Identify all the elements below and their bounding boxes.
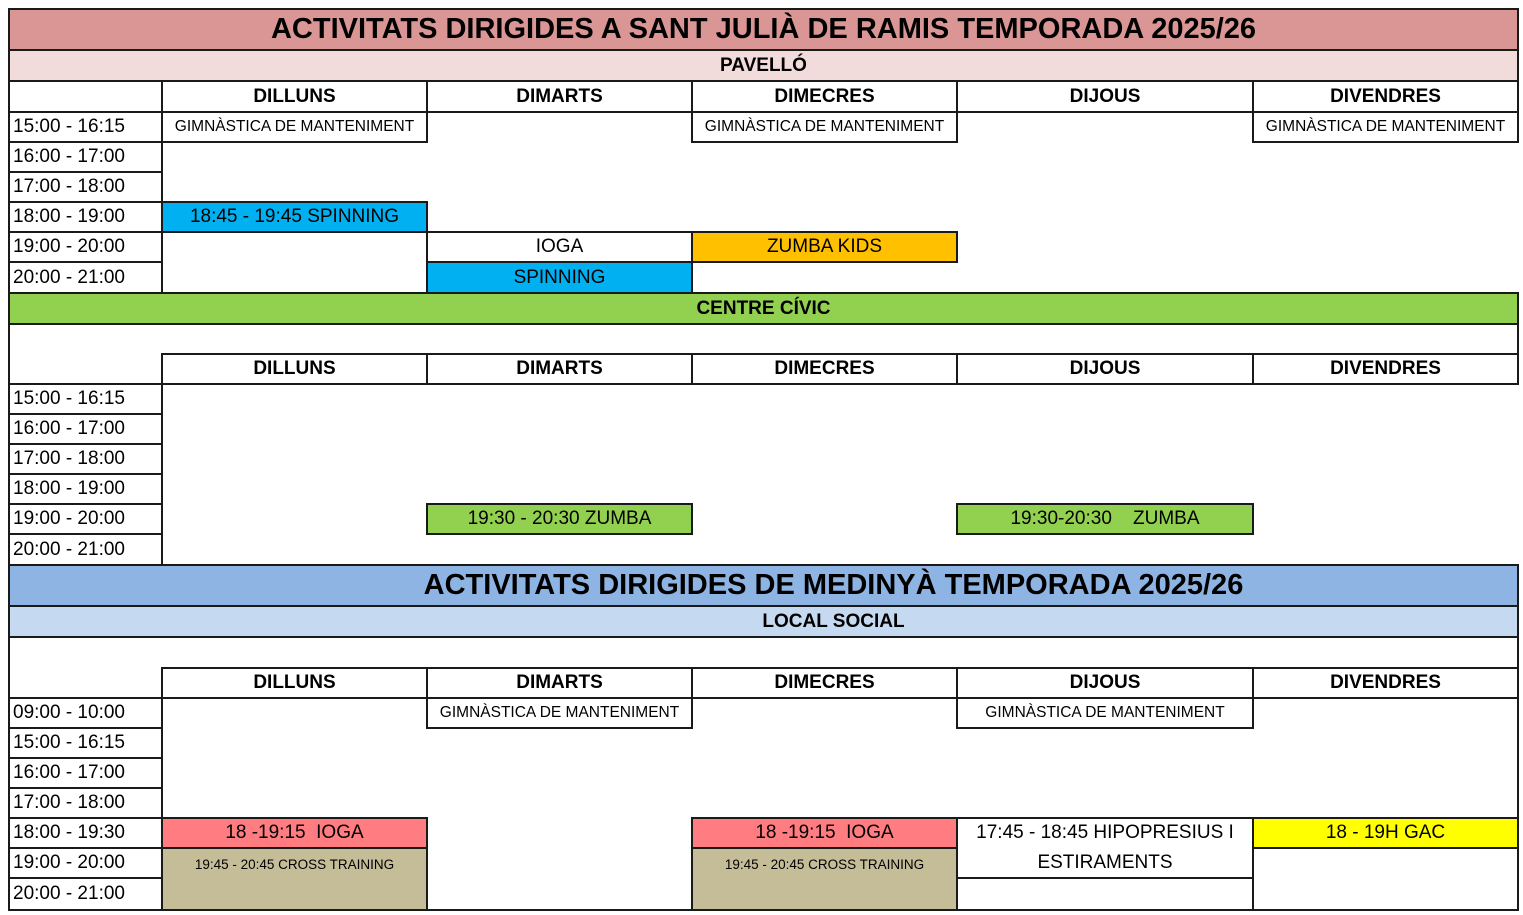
day-header-dimecres: DIMECRES bbox=[691, 667, 958, 699]
day-header-dimarts: DIMARTS bbox=[426, 353, 693, 385]
day-header-dilluns: DILLUNS bbox=[161, 80, 428, 113]
activity-zumba-kids: ZUMBA KIDS bbox=[691, 231, 958, 263]
corner-cell bbox=[8, 667, 163, 699]
day-header-divendres: DIVENDRES bbox=[1252, 80, 1519, 113]
time-slot: 15:00 - 16:15 bbox=[8, 383, 163, 415]
time-slot: 17:00 - 18:00 bbox=[8, 787, 163, 819]
time-slot: 18:00 - 19:00 bbox=[8, 473, 163, 505]
day-header-dijous: DIJOUS bbox=[956, 80, 1254, 113]
time-slot: 17:00 - 18:00 bbox=[8, 171, 163, 203]
time-slot: 09:00 - 10:00 bbox=[8, 697, 163, 729]
time-slot: 20:00 - 21:00 bbox=[8, 877, 163, 911]
corner-cell bbox=[8, 353, 163, 385]
section1-title: ACTIVITATS DIRIGIDES A SANT JULIÀ DE RAMIS TEMPORADA 2025/26 bbox=[8, 8, 1519, 51]
activity-ioga: IOGA bbox=[426, 231, 693, 263]
activity-ioga: 18 -19:15 IOGA bbox=[691, 817, 958, 849]
day-header-dilluns: DILLUNS bbox=[161, 353, 428, 385]
day-header-dilluns: DILLUNS bbox=[161, 667, 428, 699]
day-header-divendres: DIVENDRES bbox=[1252, 667, 1519, 699]
centre-civic-label: CENTRE CÍVIC bbox=[8, 292, 1519, 325]
empty-cell bbox=[956, 877, 1254, 911]
time-slot: 19:00 - 20:00 bbox=[8, 503, 163, 535]
day-header-dimecres: DIMECRES bbox=[691, 353, 958, 385]
spacer-row bbox=[8, 636, 1519, 669]
time-slot: 15:00 - 16:15 bbox=[8, 111, 163, 143]
time-slot: 19:00 - 20:00 bbox=[8, 847, 163, 879]
activity-zumba: 19:30 - 20:30 ZUMBA bbox=[426, 503, 693, 535]
activity-gimnastica: GIMNÀSTICA DE MANTENIMENT bbox=[956, 697, 1254, 729]
time-slot: 20:00 - 21:00 bbox=[8, 261, 163, 294]
day-header-dimarts: DIMARTS bbox=[426, 667, 693, 699]
day-header-dimecres: DIMECRES bbox=[691, 80, 958, 113]
time-slot: 15:00 - 16:15 bbox=[8, 727, 163, 759]
activity-gimnastica: GIMNÀSTICA DE MANTENIMENT bbox=[1252, 111, 1519, 143]
activity-ioga: 18 -19:15 IOGA bbox=[161, 817, 428, 849]
activity-gimnastica: GIMNÀSTICA DE MANTENIMENT bbox=[161, 111, 428, 143]
local-social-label: LOCAL SOCIAL bbox=[8, 605, 1519, 638]
spacer-row bbox=[8, 323, 1519, 355]
activity-cross-training: 19:45 - 20:45 CROSS TRAINING bbox=[691, 847, 958, 911]
corner-cell bbox=[8, 80, 163, 113]
day-header-divendres: DIVENDRES bbox=[1252, 353, 1519, 385]
time-slot: 17:00 - 18:00 bbox=[8, 443, 163, 475]
time-slot: 18:00 - 19:00 bbox=[8, 201, 163, 233]
activity-gimnastica: GIMNÀSTICA DE MANTENIMENT bbox=[691, 111, 958, 143]
time-slot: 20:00 - 21:00 bbox=[8, 533, 163, 566]
day-header-dimarts: DIMARTS bbox=[426, 80, 693, 113]
time-slot: 16:00 - 17:00 bbox=[8, 757, 163, 789]
day-header-dijous: DIJOUS bbox=[956, 667, 1254, 699]
time-slot: 19:00 - 20:00 bbox=[8, 231, 163, 263]
activity-gac: 18 - 19H GAC bbox=[1252, 817, 1519, 849]
activity-hipopresius: 17:45 - 18:45 HIPOPRESIUS I ESTIRAMENTS bbox=[956, 817, 1254, 879]
time-slot: 18:00 - 19:30 bbox=[8, 817, 163, 849]
activity-gimnastica: GIMNÀSTICA DE MANTENIMENT bbox=[426, 697, 693, 729]
day-header-dijous: DIJOUS bbox=[956, 353, 1254, 385]
pavello-label: PAVELLÓ bbox=[8, 49, 1519, 82]
section2-title: ACTIVITATS DIRIGIDES DE MEDINYÀ TEMPORADA 2025/26 bbox=[8, 564, 1519, 607]
activity-cross-training: 19:45 - 20:45 CROSS TRAINING bbox=[161, 847, 428, 911]
activity-spinning: SPINNING bbox=[426, 261, 693, 294]
time-slot: 16:00 - 17:00 bbox=[8, 141, 163, 173]
activity-spinning: 18:45 - 19:45 SPINNING bbox=[161, 201, 428, 233]
activity-zumba: 19:30-20:30 ZUMBA bbox=[956, 503, 1254, 535]
time-slot: 16:00 - 17:00 bbox=[8, 413, 163, 445]
